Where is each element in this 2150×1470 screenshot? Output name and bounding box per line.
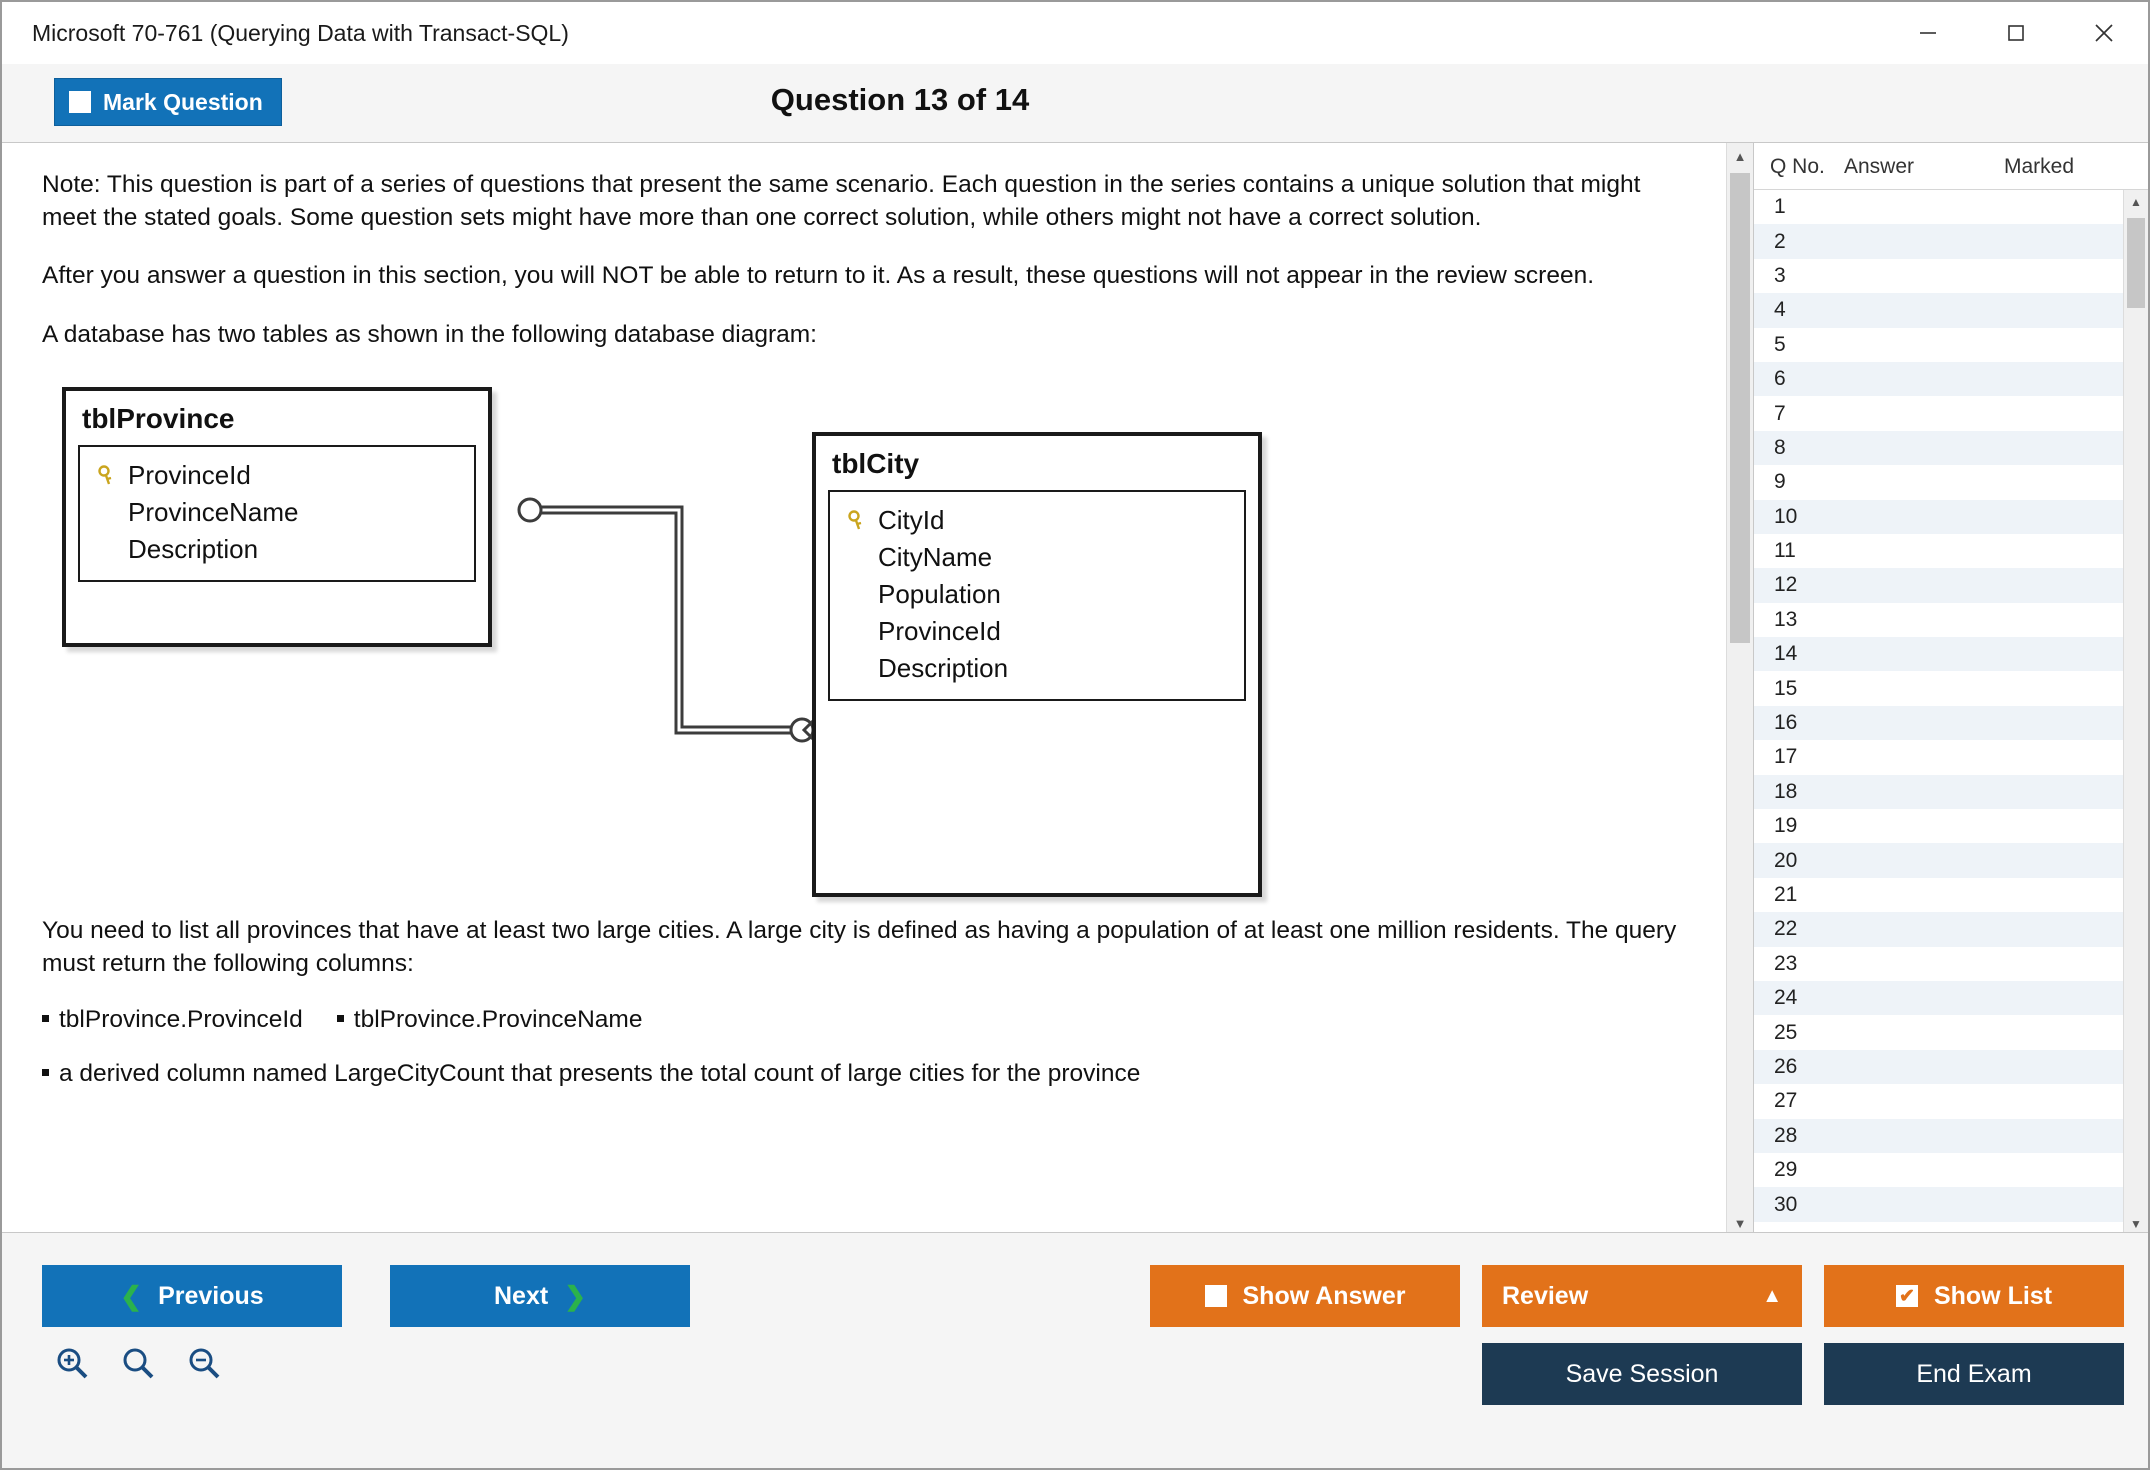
question-list-row[interactable] [1754,568,2123,602]
question-list-row[interactable] [1754,637,2123,671]
question-list-row[interactable] [1754,671,2123,705]
show-answer-label: Show Answer [1242,1281,1406,1310]
list-item-label: a derived column named LargeCityCount that presents the total count of large cities for the province [59,1060,1141,1088]
page-title: Question 13 of 14 [770,82,1030,117]
question-list-row[interactable] [1754,706,2123,740]
next-button[interactable] [390,1265,690,1327]
question-number: 14 [1774,642,1798,666]
table-column [830,613,1244,650]
question-number: 16 [1774,711,1798,735]
question-number: 7 [1774,401,1786,425]
question-number: 24 [1774,986,1798,1010]
column-label: ProvinceName [128,497,299,528]
end-exam-button[interactable] [1824,1343,2124,1405]
table-column [80,494,474,531]
window-controls [1884,2,2148,64]
column-label: CityId [878,505,945,536]
table-columns [828,490,1246,701]
list-item-label: tblProvince.ProvinceName [353,1006,643,1034]
question-number: 4 [1774,298,1786,322]
question-number: 21 [1774,883,1798,906]
question-list-scrollbar[interactable] [2123,190,2148,1236]
content-scroll-thumb[interactable] [1730,173,1750,643]
zoom-in-icon[interactable] [52,1343,92,1383]
question-number: 13 [1774,607,1798,631]
exam-footer [2,1232,2148,1468]
question-requirement-paragraph: You need to list all provinces that have at least two large cities. A large city is defined as having a population of at least one million residents. The query must return the following columns: [42,917,1677,977]
question-number: 3 [1774,263,1786,287]
question-list-row[interactable] [1754,465,2123,499]
question-list-row[interactable] [1754,293,2123,327]
question-number: 20 [1774,848,1798,872]
question-number: 30 [1774,1192,1798,1216]
chevron-right-icon: ❯ [564,1280,586,1311]
show-list-checkbox[interactable]: ✔ [1896,1285,1918,1307]
table-column [80,457,474,494]
question-content [2,143,1726,1236]
table-column [830,650,1244,687]
question-list-row[interactable] [1754,534,2123,568]
question-number: 8 [1774,435,1786,459]
question-number: 25 [1774,1020,1798,1044]
question-number: 9 [1774,470,1786,494]
column-label: ProvinceId [128,460,251,491]
question-number: 1 [1774,195,1786,219]
question-number: 22 [1774,917,1798,941]
bullet-icon [42,1069,49,1076]
close-icon [2090,19,2118,47]
column-label: Population [878,579,1001,610]
question-list-row[interactable] [1754,947,2123,981]
chevron-up-icon: ▲ [1762,1284,1782,1307]
bullet-icon [337,1015,344,1022]
chevron-left-icon: ❮ [120,1280,143,1311]
question-number: 26 [1774,1054,1798,1078]
table-name: tblCity [832,448,920,480]
question-number: 17 [1774,745,1798,769]
review-label: Review [1502,1281,1589,1310]
content-scrollbar[interactable] [1726,143,1753,1236]
question-number: 11 [1774,539,1796,563]
previous-button[interactable] [42,1265,342,1327]
question-section-paragraph: After you answer a question in this section, you will NOT be able to return to it. As a result, these questions will not appear in the review screen. [42,262,1595,290]
exam-body [2,143,2148,1236]
primary-key-icon [846,510,868,532]
column-header-marked: Marked [2004,155,2075,178]
question-list-body[interactable] [1754,190,2123,1236]
question-list-row[interactable] [1754,809,2123,843]
list-item [42,1060,1686,1088]
question-list-row[interactable] [1754,1153,2123,1187]
question-list-row[interactable] [1754,362,2123,396]
table-tblcity[interactable] [812,432,1262,897]
scroll-up-icon[interactable]: ▲ [1733,148,1747,164]
database-diagram [52,377,1272,897]
question-list-row[interactable] [1754,775,2123,809]
question-list-row[interactable] [1754,396,2123,430]
column-header-answer: Answer [1844,155,1915,178]
list-item [42,1006,1686,1034]
exam-header [2,64,2148,143]
next-label: Next [494,1281,549,1310]
table-column [830,539,1244,576]
question-list-row[interactable] [1754,740,2123,774]
question-number: 5 [1774,332,1786,356]
question-list-row[interactable] [1754,500,2123,534]
question-number: 23 [1774,951,1798,975]
column-label: Description [878,653,1009,684]
save-session-label: Save Session [1565,1359,1719,1388]
question-number: 15 [1774,676,1798,700]
requirement-bullets [42,1006,1686,1088]
question-list-row[interactable] [1754,328,2123,362]
question-list-row[interactable] [1754,1050,2123,1084]
question-note-paragraph: Note: This question is part of a series of questions that present the same scenario. Each question in the series contains a unique solution that might meet the stated goals. Some question sets might have more than one correct solution, while others might not have a correct solution. [42,171,1641,231]
zoom-search-icon[interactable] [118,1343,158,1383]
question-number: 18 [1774,779,1798,803]
question-list-row[interactable] [1754,1015,2123,1049]
question-list-row[interactable] [1754,259,2123,293]
question-list-row[interactable] [1754,190,2123,224]
table-tblprovince[interactable] [62,387,492,647]
question-list-row[interactable] [1754,1084,2123,1118]
show-answer-checkbox[interactable] [1205,1285,1227,1307]
question-list-row[interactable] [1754,431,2123,465]
question-list-wrap [1754,190,2148,1236]
primary-key-icon [96,465,118,487]
save-session-button[interactable] [1482,1343,1802,1405]
question-list-row[interactable] [1754,981,2123,1015]
question-list-header [1754,143,2148,190]
maximize-button[interactable] [1972,2,2060,64]
list-item-label: tblProvince.ProvinceId [59,1006,303,1034]
previous-label: Previous [158,1281,264,1310]
bullet-icon [42,1015,49,1022]
list-scroll-thumb[interactable] [2127,218,2145,308]
question-list-row[interactable] [1754,912,2123,946]
minimize-icon [1915,20,1941,46]
mark-question-label: Mark Question [103,88,263,115]
zoom-out-icon[interactable] [184,1343,224,1383]
question-number: 29 [1774,1158,1798,1182]
minimize-button[interactable] [1884,2,1972,64]
question-list-row[interactable] [1754,1187,2123,1221]
question-number: 28 [1774,1123,1798,1147]
one-side-marker [519,499,541,521]
show-answer-button[interactable] [1150,1265,1460,1327]
column-label: CityName [878,542,993,573]
question-list-row[interactable] [1754,1119,2123,1153]
table-column [830,502,1244,539]
question-number: 19 [1774,814,1798,838]
maximize-icon [2003,20,2029,46]
table-column [80,531,474,568]
question-list-row[interactable] [1754,224,2123,258]
question-list-row[interactable] [1754,843,2123,877]
close-button[interactable] [2060,2,2148,64]
table-columns [78,445,476,582]
column-label: Description [128,534,259,565]
table-name: tblProvince [82,403,235,435]
list-scroll-down-icon[interactable]: ▼ [2130,1217,2142,1231]
table-column [830,576,1244,613]
column-header-qno: Q No. [1770,155,1825,178]
column-label: ProvinceId [878,616,1001,647]
show-list-button[interactable] [1824,1265,2124,1327]
question-list-panel [1753,143,2148,1236]
show-list-label: Show List [1933,1281,2053,1310]
window-title: Microsoft 70-761 (Querying Data with Transact-SQL) [32,19,569,46]
title-bar [2,2,2148,64]
question-number: 27 [1774,1089,1798,1113]
review-button[interactable] [1482,1265,1802,1327]
question-number: 2 [1774,229,1786,253]
question-intro-paragraph: A database has two tables as shown in the following database diagram: [42,320,817,348]
scroll-down-icon[interactable]: ▼ [1733,1215,1747,1231]
question-number: 6 [1774,367,1786,391]
list-scroll-up-icon[interactable]: ▲ [2130,195,2142,209]
question-list-row[interactable] [1754,603,2123,637]
question-number: 10 [1774,504,1798,528]
question-list-row[interactable] [1754,878,2123,912]
question-number: 12 [1774,573,1798,597]
zoom-controls [52,1343,224,1383]
end-exam-label: End Exam [1916,1359,2032,1388]
